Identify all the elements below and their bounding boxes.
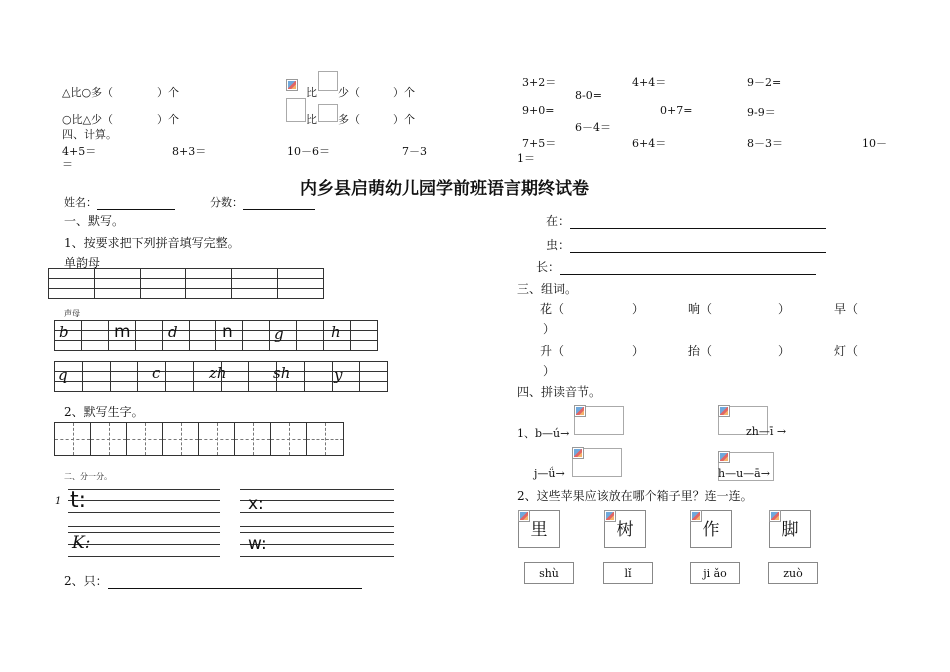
writing-cell[interactable] bbox=[55, 423, 91, 455]
writing-cell[interactable] bbox=[91, 423, 127, 455]
consonant-letter: m bbox=[114, 322, 131, 342]
zuci-item: ） bbox=[632, 344, 645, 358]
name-label-text: 姓名： bbox=[64, 196, 97, 209]
pindu-item: zh—ī → bbox=[746, 425, 787, 438]
consonant-letter: h bbox=[331, 323, 341, 341]
writing-line bbox=[68, 544, 220, 545]
writing-cell[interactable] bbox=[199, 423, 235, 455]
zuci-item: 升（ bbox=[540, 344, 565, 358]
word-line bbox=[546, 236, 826, 253]
apple-character: 脚 bbox=[781, 520, 799, 540]
writing-line bbox=[68, 526, 220, 527]
question-1: 1、按要求把下列拼音填写完整。 bbox=[64, 236, 240, 250]
consonant-letter: zh bbox=[209, 364, 227, 382]
zuci-item: ） bbox=[778, 344, 791, 358]
image-placeholder-icon bbox=[718, 405, 730, 417]
word-answer-field[interactable] bbox=[560, 262, 816, 275]
zuci-item: 花（ bbox=[540, 302, 565, 316]
consonant-letter: c bbox=[152, 364, 161, 382]
calc-item: 8－3＝ bbox=[747, 137, 783, 150]
question-2: 2、默写生字。 bbox=[64, 405, 144, 419]
pindu-item: j—ǘ→ bbox=[534, 467, 565, 480]
calc-item: 4+4＝ bbox=[632, 76, 667, 89]
consonant-letter: y bbox=[334, 366, 343, 384]
writing-grid[interactable] bbox=[54, 422, 344, 456]
section-1-heading: 一、默写。 bbox=[64, 214, 125, 228]
pindu-item: h—u—ā→ bbox=[718, 467, 770, 480]
zuci-item: ） bbox=[543, 322, 556, 336]
calc-item: 9-9＝ bbox=[747, 106, 776, 119]
calc-wrap: ＝ bbox=[62, 158, 73, 171]
consonant-letter: d bbox=[168, 323, 178, 341]
word-line bbox=[546, 212, 826, 229]
consonants-label: 声母 bbox=[64, 309, 80, 318]
consonants-grid-1[interactable] bbox=[54, 320, 378, 351]
consonant-letter: b bbox=[59, 323, 69, 341]
zuci-item: ） bbox=[543, 364, 556, 378]
calc-item: 9+0= bbox=[522, 104, 555, 117]
section-4-heading: 四、计算。 bbox=[62, 128, 117, 141]
compare-row-2a: ○比△少（ ）个 bbox=[62, 113, 180, 126]
zuci-item: 早（ bbox=[834, 302, 859, 316]
calc-item: 6+4＝ bbox=[632, 137, 667, 150]
pinyin-box-label: ji ǎo bbox=[703, 567, 727, 580]
score-field[interactable] bbox=[243, 197, 315, 210]
writing-cell[interactable] bbox=[163, 423, 199, 455]
calc-item: 7+5＝ bbox=[522, 137, 557, 150]
question-zhi-text: 2、只： bbox=[64, 574, 108, 588]
compare-row-1b-label2: 少（ ）个 bbox=[338, 86, 415, 99]
calc-item: 8+3＝ bbox=[172, 145, 207, 158]
calc-item: 10－ bbox=[862, 137, 887, 150]
section-2-number: 1 bbox=[55, 496, 62, 507]
compare-row-2b-label2: 多（ ）个 bbox=[338, 113, 415, 126]
apple-icon bbox=[690, 510, 702, 522]
pinyin-write-w: w: bbox=[248, 534, 267, 554]
image-frame bbox=[318, 71, 338, 91]
apple-card[interactable] bbox=[518, 510, 560, 548]
apple-icon bbox=[518, 510, 530, 522]
image-placeholder-icon bbox=[718, 451, 730, 463]
pinyin-box-label: shù bbox=[539, 567, 559, 580]
image-placeholder-icon bbox=[574, 405, 586, 417]
image-placeholder-icon bbox=[286, 79, 298, 91]
consonant-letter: n bbox=[222, 322, 233, 342]
writing-line bbox=[68, 512, 220, 513]
calc-wrap: 6－4＝ bbox=[575, 121, 611, 134]
zuci-item: ） bbox=[778, 302, 791, 316]
vowels-grid[interactable] bbox=[48, 268, 324, 299]
image-frame bbox=[286, 98, 306, 122]
consonant-letter: q bbox=[58, 366, 68, 384]
calc-wrap: 8-0= bbox=[575, 89, 602, 102]
word-label: 在： bbox=[546, 214, 571, 228]
writing-line bbox=[68, 500, 220, 501]
writing-line bbox=[240, 526, 394, 527]
word-line bbox=[536, 258, 816, 275]
zuci-item: 响（ bbox=[688, 302, 713, 316]
word-answer-field[interactable] bbox=[570, 216, 826, 229]
writing-cell[interactable] bbox=[307, 423, 343, 455]
consonant-letter: g bbox=[274, 325, 284, 343]
apple-character: 作 bbox=[702, 520, 720, 540]
apple-card[interactable] bbox=[690, 510, 732, 548]
question-apples: 2、这些苹果应该放在哪个箱子里？连一连。 bbox=[517, 489, 753, 503]
pinyin-box-label: zuò bbox=[783, 567, 803, 580]
apple-card[interactable] bbox=[604, 510, 646, 548]
pinyin-box[interactable] bbox=[524, 562, 574, 584]
zuci-item: 灯（ bbox=[834, 344, 859, 358]
pinyin-write-k: K: bbox=[72, 533, 91, 553]
calc-item: 7－3 bbox=[402, 145, 427, 158]
compare-row-2b-label1: 比 bbox=[306, 113, 317, 126]
writing-line bbox=[240, 556, 394, 557]
apple-card[interactable] bbox=[769, 510, 811, 548]
calc-item: 3+2＝ bbox=[522, 76, 557, 89]
pinyin-box[interactable] bbox=[690, 562, 740, 584]
writing-line bbox=[240, 532, 394, 533]
writing-line bbox=[68, 556, 220, 557]
score-label bbox=[210, 194, 315, 210]
calc-item: 4+5＝ bbox=[62, 145, 97, 158]
writing-cell[interactable] bbox=[235, 423, 271, 455]
calc-item: 10－6＝ bbox=[287, 145, 330, 158]
apple-icon bbox=[604, 510, 616, 522]
name-label bbox=[64, 194, 175, 210]
zuci-item: 抬（ bbox=[688, 344, 713, 358]
pinyin-box[interactable] bbox=[603, 562, 653, 584]
writing-cell[interactable] bbox=[271, 423, 307, 455]
writing-cell[interactable] bbox=[127, 423, 163, 455]
writing-line bbox=[240, 489, 394, 490]
pinyin-write-t: t: bbox=[70, 488, 87, 513]
page-title: 内乡县启萌幼儿园学前班语言期终试卷 bbox=[300, 179, 589, 199]
vowels-label: 单韵母 bbox=[64, 256, 101, 270]
section-3-heading: 三、组词。 bbox=[517, 282, 578, 296]
score-label-text: 分数： bbox=[210, 196, 243, 209]
compare-row-1a: △比○多（ ）个 bbox=[62, 86, 180, 99]
question-zhi bbox=[64, 572, 362, 589]
compare-row-1b-label1: 比 bbox=[306, 86, 317, 99]
consonant-letter: sh bbox=[273, 364, 291, 382]
pinyin-box-label: lǐ bbox=[624, 567, 632, 580]
pinyin-box[interactable] bbox=[768, 562, 818, 584]
apple-icon bbox=[769, 510, 781, 522]
apple-character: 树 bbox=[616, 520, 634, 540]
calc-item: 9－2= bbox=[747, 76, 782, 89]
word-label: 虫： bbox=[546, 238, 571, 252]
image-frame bbox=[318, 104, 338, 122]
calc-item: 0+7= bbox=[660, 104, 693, 117]
image-placeholder-icon bbox=[572, 447, 584, 459]
word-answer-field[interactable] bbox=[570, 240, 826, 253]
pindu-item: 1、b—ú→ bbox=[517, 427, 570, 440]
zhi-answer-field[interactable] bbox=[108, 576, 362, 589]
section-2-heading: 二、分一分。 bbox=[64, 472, 112, 481]
name-field[interactable] bbox=[97, 197, 175, 210]
calc-wrap: 1＝ bbox=[517, 152, 535, 165]
writing-line bbox=[68, 532, 220, 533]
zuci-item: ） bbox=[632, 302, 645, 316]
apple-character: 里 bbox=[530, 520, 548, 540]
section-4-heading-right: 四、拼读音节。 bbox=[517, 385, 602, 399]
writing-line bbox=[68, 489, 220, 490]
pinyin-write-x: x: bbox=[248, 494, 264, 514]
word-label: 长： bbox=[536, 260, 561, 274]
